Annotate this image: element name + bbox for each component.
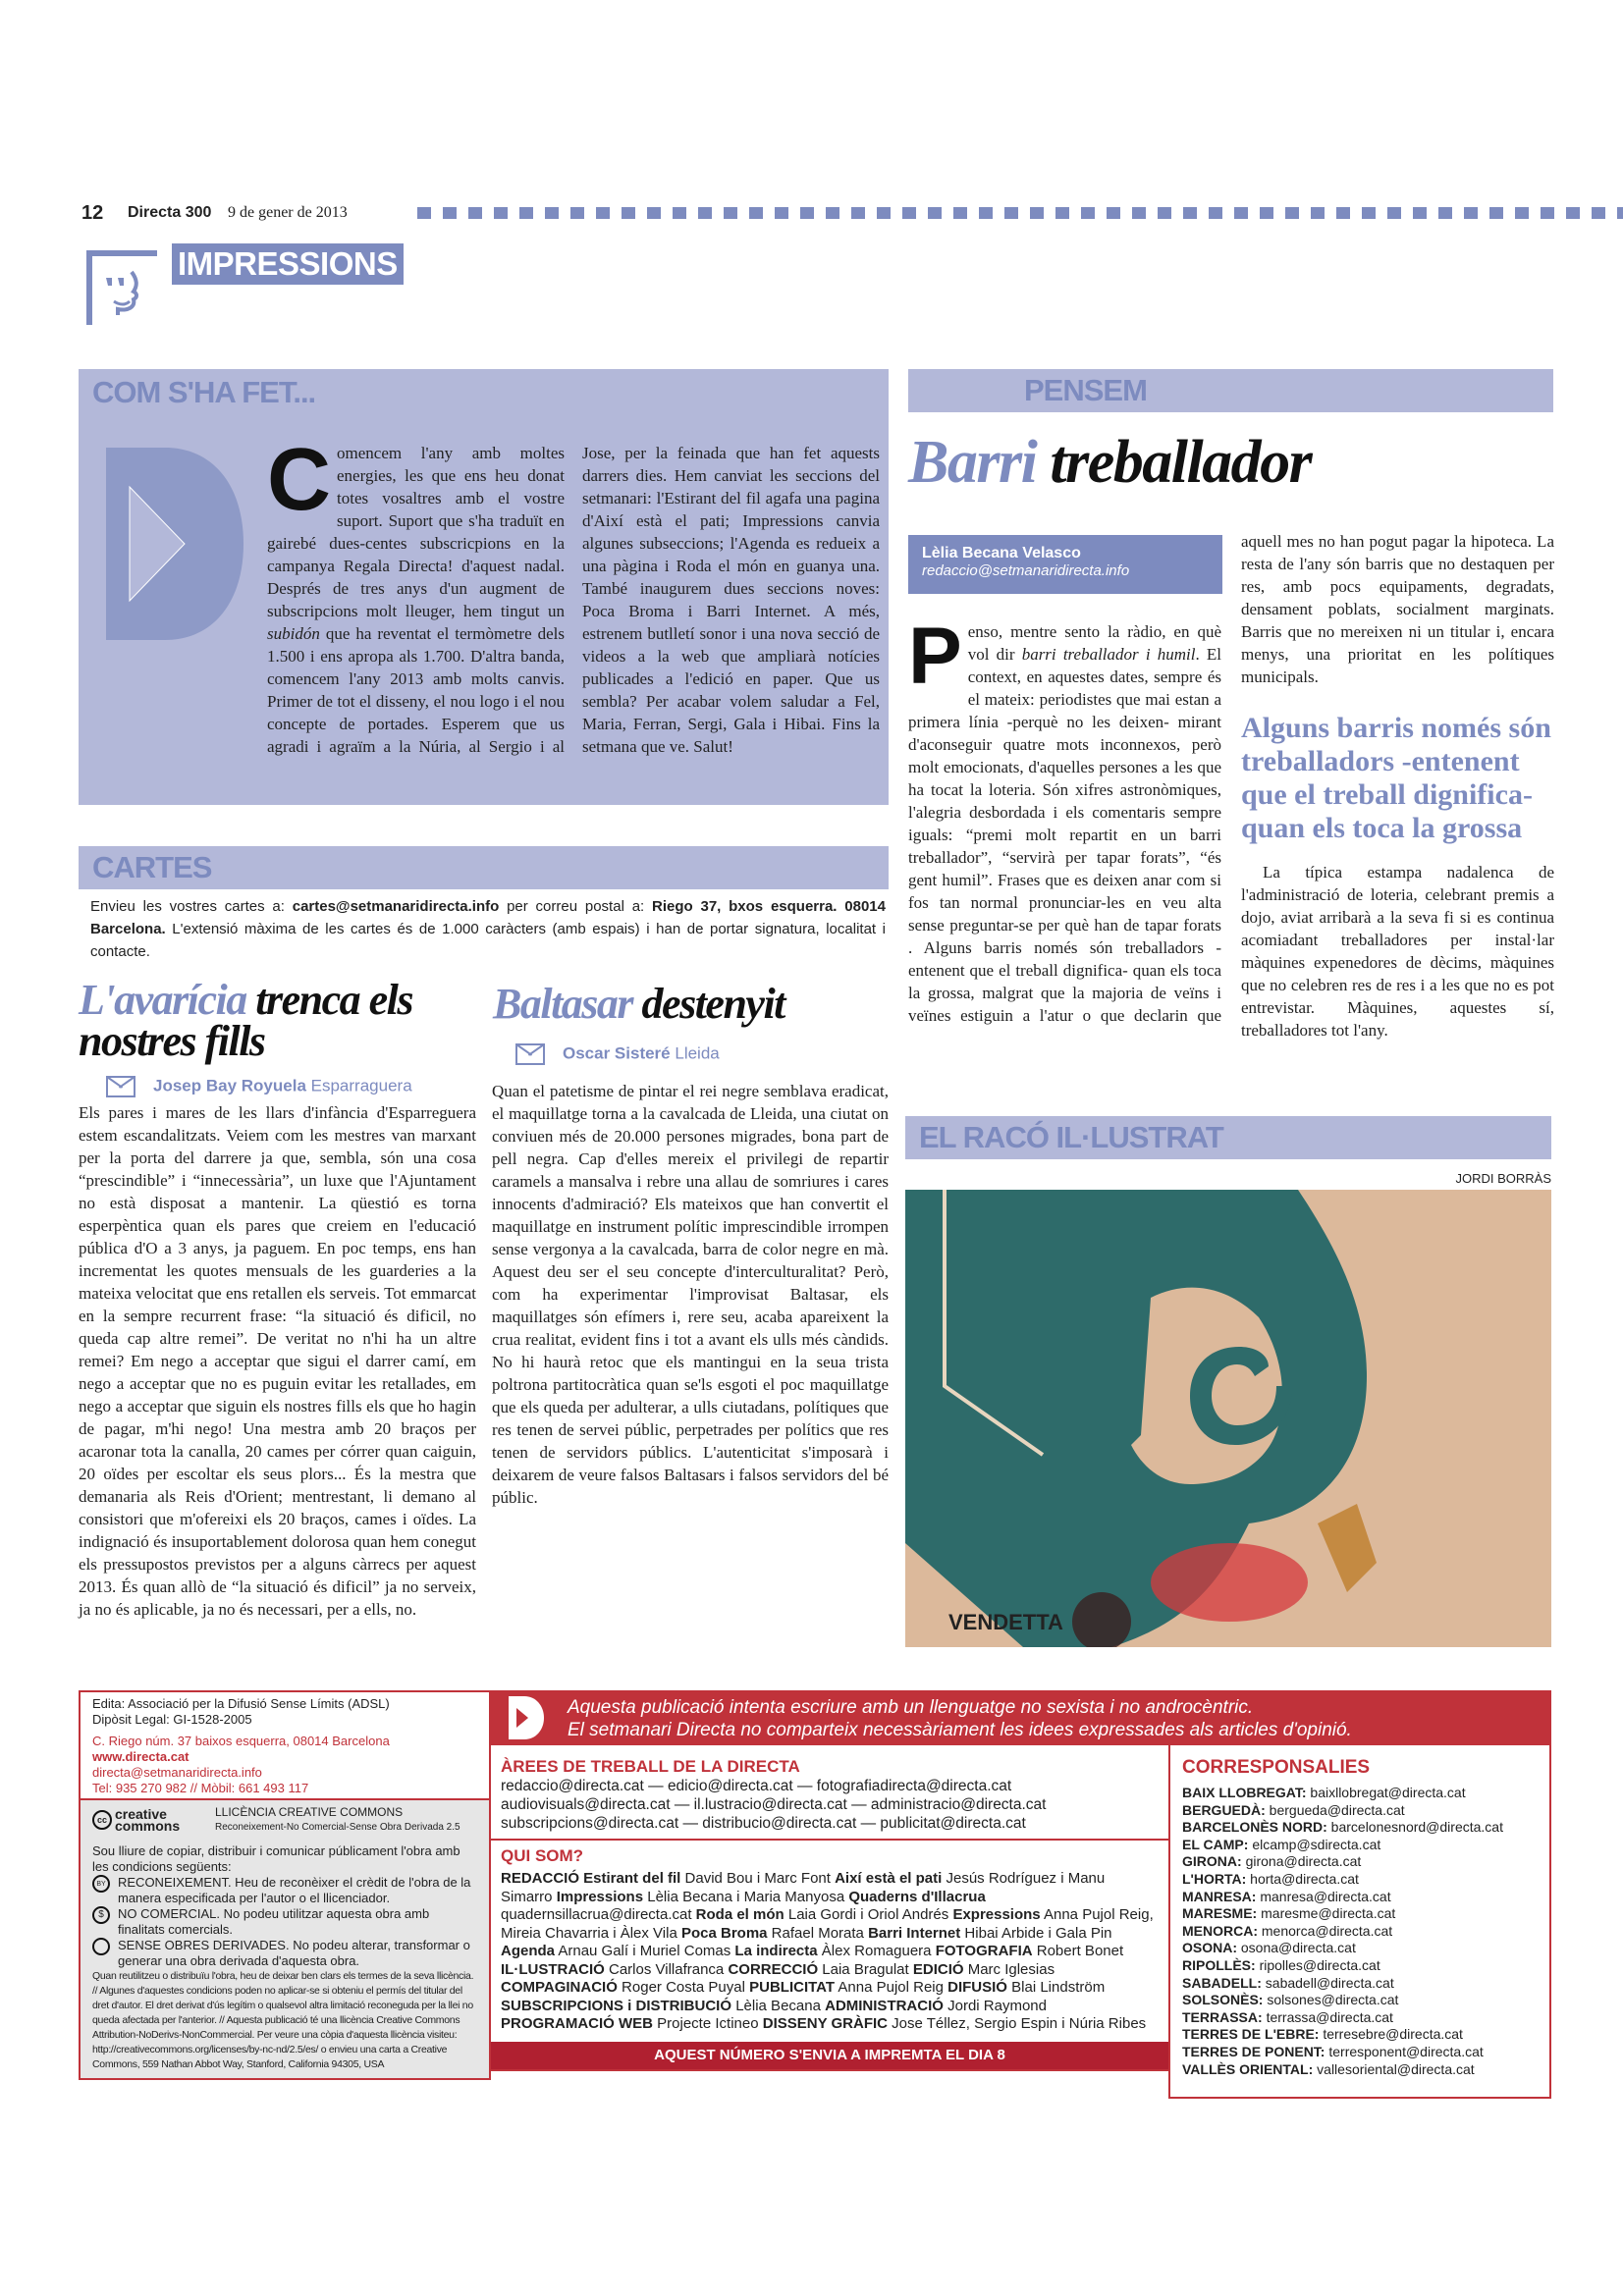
dash-mark [800,207,814,219]
dash-mark [1464,207,1478,219]
region-email[interactable]: elcamp@sdirecta.cat [1252,1836,1381,1852]
region-email[interactable]: girona@directa.cat [1245,1853,1362,1870]
dash-mark [1413,207,1427,219]
author-name: Lèlia Becana Velasco [922,545,1081,561]
header-dash-rule [417,206,1623,220]
region-email[interactable]: maresme@directa.cat [1261,1905,1396,1922]
region: GIRONA: [1182,1853,1242,1870]
pensem-body [908,530,1554,1041]
region: OSONA: [1182,1940,1237,1956]
body-text: . El context, en aquestes dates, sempre és el mateix: periodistes que mai estan a primera línia -perquè no les deixen- mirant d'aconseguir quatre mots inconnexos, però molt emocionats, d'aquelles persones a les que ha tocat la loteria. Són xifres astronòmiques, l'alegria desbordada i els comentaris sempre iguals: “premi molt repartit en un barri treballador”, “servirà per tapar forats”, “és gent humil”. Frases que es deixen anar com si fos tan normal pronunciar-les en veu alta sense preguntar-se per què han de tapar forats . Alguns barris només són treballadors -entenent que el treball dignifica- quan els toca la grossa, malgrat que la majoria de veïns i veïnes estiguin a l'atur o que declarin que aquell mes no han pogut pagar la hipoteca. La resta de l'any són barris que no destaquen per res, amb pocs equipaments, degradats, densament poblats, socialment marginats. Barris que no mereixen ni un titular i, encara menys, una prioritat en les polítiques municipals. [908,532,1554,1025]
region: TERRES DE PONENT: [1182,2043,1325,2059]
dash-mark [443,207,457,219]
region-email[interactable]: sabadell@directa.cat [1265,1974,1394,1991]
letter-2-title [493,980,784,1029]
staff-role: La indirecta [734,1943,818,1959]
author-place: Lleida [675,1043,720,1063]
notice-banner [491,1690,1551,1745]
staff-role: PROGRAMACIÓ WEB [501,2015,653,2032]
correspondents-list [1182,1785,1538,2078]
dash-mark [979,207,993,219]
dash-mark [1336,207,1350,219]
body-text: que ha reventat el termòmetre dels 1.500 i ens apropa als 1.700. D'altra banda, comencem l'any 2013 amb molts canvis. Primer de tot el disseny, el nou logo i el nou concepte de portades. Esperem que us agradi i agraïm a la Núria, al Sergio i al Jose, per la feinada que han fet aquests darrers dies. Hem canviat les seccions del setmanari: l'Estirant del fil agafa una pagina d'Així està el pati; Impressions canvia algunes subseccions; l'Agenda es redueix a una pàgina i Roda el món en guanya una. També inaugurem dues seccions noves: Poca Broma i Barri Internet. A més, estrenem butlletí sonor i una nova secció de videos a la web que ampliarà notícies publicades a l'edició en paper. Que us sembla? Per acabar volem saludar a Fel, Maria, Ferran, Sergi, Gala i Hibai. Fins la setmana que ve. Salut! [267,444,880,756]
author-email[interactable]: redaccio@setmanaridirecta.info [922,562,1130,579]
region-email[interactable]: terrassa@directa.cat [1266,2008,1393,2025]
banner-line: El setmanari Directa no comparteix necessàriament les idees expressades als articles d'opinió. [568,1720,1352,1740]
region-email[interactable]: osona@directa.cat [1240,1940,1356,1956]
region-email[interactable]: solsones@directa.cat [1267,1992,1399,2008]
staff-role: Quaderns d'Illacrua [848,1888,986,1905]
dash-mark [647,207,661,219]
cartes-address: Riego 37, bxos esquerra. 08014 Barcelona. [90,898,886,937]
dash-mark [698,207,712,219]
artwork-lettering: VENDETTA [948,1610,1063,1634]
staff-names: Arnau Galí i Muriel Comas [555,1943,735,1959]
dash-mark [724,207,737,219]
com-sha-fet-box [79,369,889,805]
body-italic: subidón [267,624,320,643]
dash-mark [851,207,865,219]
cartes-heading: CARTES [79,846,889,889]
staff-names: Projecte Ictineo [653,2015,763,2032]
dash-mark [545,207,559,219]
dropcap: P [908,612,962,701]
staff-role: PUBLICITAT [749,1979,836,1996]
condition-nc: $ NO COMERCIAL. No podeu utilitzar aquesta obra amb finalitats comercials. [92,1906,477,1938]
publisher: Edita: Associació per la Difusió Sense Límits (ADSL) [92,1696,390,1711]
dash-mark [1234,207,1248,219]
license-intro: Sou lliure de copiar, distribuir i comunicar públicament l'obra amb les condicions següents: [92,1843,460,1874]
region: VALLÈS ORIENTAL: [1182,2060,1314,2077]
correspondent-row [1182,1785,1538,1802]
license-subtitle: Reconeixement-No Comercial-Sense Obra Derivada 2.5 [215,1822,460,1833]
region-email[interactable]: bergueda@directa.cat [1269,1801,1405,1818]
staff-names: Laia Gordi i Oriol Andrés [784,1906,953,1923]
dash-mark [494,207,508,219]
region-email[interactable]: baixllobregat@directa.cat [1310,1785,1466,1800]
dash-mark [928,207,942,219]
title-blue: L'avarícia [79,976,246,1024]
corresp-heading: CORRESPONSALIES [1182,1757,1371,1778]
staff-names: Rafael Morata [767,1924,869,1942]
pensem-body-col2: La típica estampa nadalenca de l'administració de loteria, celebrant premis a dojo, aviat arribarà a la seva fi si es continua acomiadant treballadores per instal·lar màquines expenedores de dècims, màquines que no celebren res de res i a les que no es pot entrevistar. Màquines, aquestes sí, treballadores tot l'any. [1241,863,1554,1040]
dropcap: C [267,431,331,529]
region: MARESME: [1182,1905,1258,1922]
region-email[interactable]: horta@directa.cat [1250,1870,1359,1887]
banner-line: Aquesta publicació intenta escriure amb un llenguatge no sexista i no androcèntric. [568,1697,1254,1718]
dash-mark [1566,207,1580,219]
staff-role: COMPAGINACIÓ [501,1979,618,1996]
staff-role: FOTOGRAFIA [935,1943,1033,1959]
title-blue: Baltasar [493,980,633,1028]
com-sha-fet-heading: COM S'HA FET... [92,375,316,409]
staff-names: Marc Iglesias [963,1960,1055,1978]
dash-mark [826,207,839,219]
dash-mark [1617,207,1623,219]
title-black: trenca els nostres fills [79,976,412,1065]
correspondent-row [1182,2009,1538,2027]
pull-quote: Alguns barris només són treballadors -entenent que el treball dignifica- quan els toca la grossa [1241,712,1551,844]
phone: Tel: 935 270 982 // Mòbil: 661 493 117 [92,1781,309,1795]
staff-names: Hibai Arbide i Gala Pin [960,1924,1112,1942]
directa-d-icon [509,1696,544,1739]
staff-role: Poca Broma [680,1924,768,1942]
correspondent-row [1182,1889,1538,1906]
letter-1-title [79,976,471,1065]
staff-box [491,1745,1168,2071]
address: C. Riego núm. 37 baixos esquerra, 08014 Barcelona [92,1734,390,1748]
license-fine-print: Quan reutilitzeu o distribuïu l'obra, heu de deixar ben clars els termes de la seva llicència. // Algunes d'aquestes condicions poden no aplicar-se si obteniu el permís del titular del dret d'autor. El dret derivat d'ús legítim o qualsevol altra limitació reconeguda per la llei no queda afectada per l'anterior. // Aquesta publicació té una llicència Creative Commons Attribution-NoDerivs-NonCommercial. Per veure una còpia d'aquesta llicència visiteu: http://creativecommons.org/licenses/by-nc-nd/2.5/es/ o envieu una carta a Creative Commons, 559 Nathan Abbot Way, Stanford, California 94305, USA [92,1970,474,2070]
condition-by: BY RECONEIXEMENT. Heu de reconèixer el crèdit de l'obra de la manera especificada per l'autor o el llicenciador. [92,1875,477,1906]
region: BERGUEDÀ: [1182,1801,1266,1818]
correspondent-row [1182,1802,1538,1820]
staff-credits [501,1870,1159,2034]
staff-names: Jesús Rodríguez i Manu Simarro [501,1870,1106,1905]
dash-mark [1004,207,1018,219]
author-place: Esparraguera [310,1076,412,1095]
illustration-credit: JORDI BORRÀS [1455,1171,1551,1186]
noncommercial-icon: $ [92,1906,110,1924]
dash-mark [596,207,610,219]
email-line[interactable]: audiovisuals@directa.cat — il.lustracio@directa.cat — administracio@directa.cat [501,1796,1047,1813]
dash-mark [1132,207,1146,219]
staff-role: ADMINISTRACIÓ [825,1997,944,2014]
dash-mark [1081,207,1095,219]
author-box [908,535,1222,594]
dash-mark [468,207,482,219]
letter-1-byline [106,1076,412,1097]
staff-names: Carlos Villafranca [604,1960,729,1978]
pensem-heading: PENSEM [908,369,1553,412]
qui-som-heading: QUI SOM? [501,1846,584,1865]
license-title: LLICÈNCIA CREATIVE COMMONS [215,1805,404,1819]
cartes-email[interactable]: cartes@setmanaridirecta.info [292,898,500,915]
staff-role: Agenda [501,1943,556,1959]
com-sha-fet-body [267,431,880,758]
dash-mark [1055,207,1069,219]
region: BARCELONÈS NORD: [1182,1819,1327,1836]
correspondent-row [1182,1837,1538,1854]
masthead-box [79,1690,491,2080]
staff-role: IL·LUSTRACIÓ [501,1960,605,1978]
body-text: omencem l'any amb moltes energies, les que ens heu donat totes vosaltres amb el vostre suport. Suport que s'ha traduït en gairebé dues-centes subscricpions en la campanya Regala Directa! d'aquest nadal. Després de tres anys d'un augment de subscripcions molt lleuger, hem tingut un [267,444,565,620]
dash-mark [1362,207,1376,219]
issue-date: 9 de gener de 2013 [228,204,348,221]
speech-face-icon [86,250,157,325]
dash-mark [775,207,788,219]
region: TERRES DE L'EBRE: [1182,2026,1320,2043]
section-title: IMPRESSIONS [172,243,404,285]
staff-names: Anna Pujol Reig, Mireia Chavarria i Àlex Vila [501,1906,1154,1942]
region: EL CAMP: [1182,1836,1249,1852]
staff-role: DISSENY GRÀFIC [762,2015,888,2032]
dash-mark [1107,207,1120,219]
author-name: Josep Bay Royuela [153,1076,306,1095]
correspondent-row [1182,2026,1538,2044]
dash-mark [1209,207,1222,219]
dash-mark [1489,207,1503,219]
region-email[interactable]: ripolles@directa.cat [1259,1956,1380,1973]
staff-names: Roger Costa Puyal [617,1979,750,1996]
staff-names: Lèlia Becana [731,1997,826,2014]
dash-mark [902,207,916,219]
region: BAIX LLOBREGAT: [1182,1785,1307,1800]
envelope-icon [515,1043,545,1065]
staff-names: Jose Téllez, Sergio Espin i Núria Ribes [887,2015,1147,2032]
website-link[interactable]: www.directa.cat [92,1749,189,1764]
staff-role: DIFUSIÓ [947,1979,1007,1996]
region: MENORCA: [1182,1922,1258,1939]
region: SOLSONÈS: [1182,1992,1264,2008]
dash-mark [1311,207,1325,219]
dash-mark [877,207,891,219]
staff-role: Expressions [952,1906,1041,1923]
dash-mark [417,207,431,219]
noderivs-icon [92,1938,110,1955]
dash-mark [1260,207,1273,219]
title-blue: Barri [908,429,1037,496]
correspondent-row [1182,1940,1538,1957]
correspondent-row [1182,1975,1538,1993]
dash-mark [1158,207,1171,219]
legal-deposit: Dipòsit Legal: GI-1528-2005 [92,1712,252,1727]
staff-role: SUBSCRIPCIONS i DISTRIBUCIÓ [501,1997,732,2014]
contact-email[interactable]: directa@setmanaridirecta.info [92,1765,262,1780]
region-email[interactable]: menorca@directa.cat [1261,1922,1393,1939]
body-italic: barri treballador i humil [1021,645,1196,664]
staff-role: Roda el món [695,1906,784,1923]
correspondent-row [1182,2061,1538,2079]
intro-text: Envieu les vostres cartes a: [90,898,293,915]
pensem-title [908,428,1311,498]
region-email[interactable]: manresa@directa.cat [1260,1888,1391,1904]
intro-text: L'extensió màxima de les cartes és de 1.000 caràcters (amb espais) i han de portar signatura, localitat i contacte. [90,921,886,960]
dash-mark [622,207,635,219]
dash-mark [570,207,584,219]
dash-mark [519,207,533,219]
staff-role: REDACCIÓ Estirant del fil [501,1870,681,1887]
staff-role: CORRECCIÓ [728,1960,819,1978]
region-email[interactable]: terresebre@directa.cat [1323,2026,1463,2043]
dash-mark [1030,207,1044,219]
letter-2-body: Quan el patetisme de pintar el rei negre semblava eradicat, el maquillatge torna a la cavalcada de Lleida, una ciutat on conviuen més de 20.000 persones migrades, bona part de pell negra. Cap d'elles mereix el privilegi de repartir caramels a mansalva i rebre una allau de somriures i cares innocents d'admiració? Els mateixos que han convertit el maquillatge en instrument polític imprescindible irrompen sense vergonya a la cavalcada, barra de color negre en mà. Aquest deu ser el seu concepte d'interculturalitat? Però, com ha experimentar l'improvisat Baltasar, els maquillatges són efímers i, rere seu, acaba apareixent la crua realitat, evident fins i tot a avant els ulls més càndids. No hi haurà retoc que els mantingui en la seua trista poltrona partitocràtica quan se'ls esgoti el poc maquillatge que els queda per adulterar, a ulls ciutadans, polítiques que res tenen de servei públic, perpetrades per polítics que res tenen de servidors públics. L'autenticitat s'imposarà i deixarem de veure falsos Baltasars i falsos servidors del bé públic. [492,1082,889,1507]
correspondent-row [1182,1819,1538,1837]
staff-names: Àlex Romaguera [817,1943,936,1959]
correspondent-row [1182,1905,1538,1923]
dash-mark [953,207,967,219]
print-notice: AQUEST NÚMERO S'ENVIA A IMPREMTA EL DIA 8 [491,2042,1168,2069]
dash-mark [673,207,686,219]
directa-d-logo [106,448,243,640]
dash-mark [1515,207,1529,219]
dash-mark [1285,207,1299,219]
correspondent-row [1182,1992,1538,2009]
region: SABADELL: [1182,1974,1262,1991]
page-number: 12 [81,202,104,224]
region: RIPOLLÈS: [1182,1956,1256,1973]
envelope-icon [106,1076,135,1097]
dash-mark [1592,207,1605,219]
dash-mark [1183,207,1197,219]
intro-text: per correu postal a: [499,898,653,915]
title-black: treballador [1050,429,1312,496]
staff-names: Robert Bonet [1032,1943,1124,1959]
publication-name: Directa 300 [128,204,212,221]
region-email[interactable]: barcelonesnord@directa.cat [1330,1819,1503,1836]
letter-1-body: Els pares i mares de les llars d'infància d'Esparreguera estem escandalitzats. Veiem com les mestres van marxant per la porta del darrere ja que, sembla, són una cosa “prescindible” i “innecessària”, un luxe que l'Ajuntament no està disposat a mantenir. La qüestió es torna esperpèntica quan els pares que creiem en l'educació pública d'O a 3 anys, ja paguem. En poc temps, ens han incrementat les quotes mensuals de les guarderies a la mateixa velocitat que ens retallen els serveis. Tot emmarcat en la sempre recurrent frase: “la situació és dificil, no queda cap altre remei”. De veritat no n'hi ha un altre remei? Em nego a acceptar que sigui el darrer camí, em nego a acceptar que no es puguin evitar les retallades, em nego a acceptar que siguin els nostres fills els que ho hagin de pagar, m'hi nego! Una mestra amb 20 braços per acaronar tota la canalla, 20 cames per córrer quan caiguin, 20 oïdes per escoltar els seus plors... És la mestra que demanaria als Reis d'Orient; mentrestant, li demano al consistori que m'ofereixi els 20 braços, cames i oïdes. La indignació és insuportablement dolorosa quan hem conegut els pressupostos previstos per a alguns càrrecs per aquest 2013. És quan allò de “la situació és dificil” ja no serveix, ja no és aplicable, ja no és necessari, per a ells, no. [79,1103,476,1619]
email-line[interactable]: redaccio@directa.cat — edicio@directa.cat — fotografiadirecta@directa.cat [501,1778,1012,1794]
letter-2-byline [515,1043,720,1065]
title-black: destenyit [641,980,784,1028]
staff-names: David Bou i Marc Font [680,1870,836,1887]
correspondent-row [1182,1923,1538,1941]
body-text: enso, mentre sento la ràdio, en què vol dir [967,622,1221,664]
staff-role: Impressions [556,1888,644,1905]
region: TERRASSA: [1182,2008,1263,2025]
region: L'HORTA: [1182,1870,1247,1887]
staff-names: Laia Bragulat [818,1960,913,1978]
region: MANRESA: [1182,1888,1257,1904]
author-name: Oscar Sisteré [563,1043,671,1063]
raco-heading: EL RACÓ IL·LUSTRAT [905,1116,1551,1159]
arees-heading: ÀREES DE TREBALL DE LA DIRECTA [501,1757,800,1776]
illustration [905,1190,1551,1647]
region-email[interactable]: vallesoriental@directa.cat [1317,2060,1475,2077]
staff-names: quadernsillacrua@directa.cat [501,1906,696,1923]
correspondent-row [1182,1957,1538,1975]
correspondent-row [1182,1853,1538,1871]
staff-role: Barri Internet [868,1924,961,1942]
attribution-icon: BY [92,1875,110,1893]
staff-role: Així està el pati [835,1870,943,1887]
dash-mark [1438,207,1452,219]
staff-names: Jordi Raymond [943,1997,1047,2014]
correspondent-row [1182,2044,1538,2061]
staff-names: Lèlia Becana i Maria Manyosa [643,1888,849,1905]
correspondent-row [1182,1871,1538,1889]
region-email[interactable]: terresponent@directa.cat [1328,2043,1484,2059]
condition-nd: SENSE OBRES DERIVADES. No podeu alterar, transformar o generar una obra derivada d'aquesta obra. [92,1938,477,1969]
cartes-intro [90,895,886,963]
email-line[interactable]: subscripcions@directa.cat — distribucio@directa.cat — publicitat@directa.cat [501,1815,1026,1832]
correspondents-box [1168,1745,1551,2099]
staff-role: EDICIÓ [912,1960,964,1978]
staff-names: Blai Lindström [1006,1979,1106,1996]
creative-commons-logo: cc creative commons [92,1808,203,1832]
dash-mark [1387,207,1401,219]
dash-mark [749,207,763,219]
dash-mark [1541,207,1554,219]
staff-names: Anna Pujol Reig [835,1979,948,1996]
